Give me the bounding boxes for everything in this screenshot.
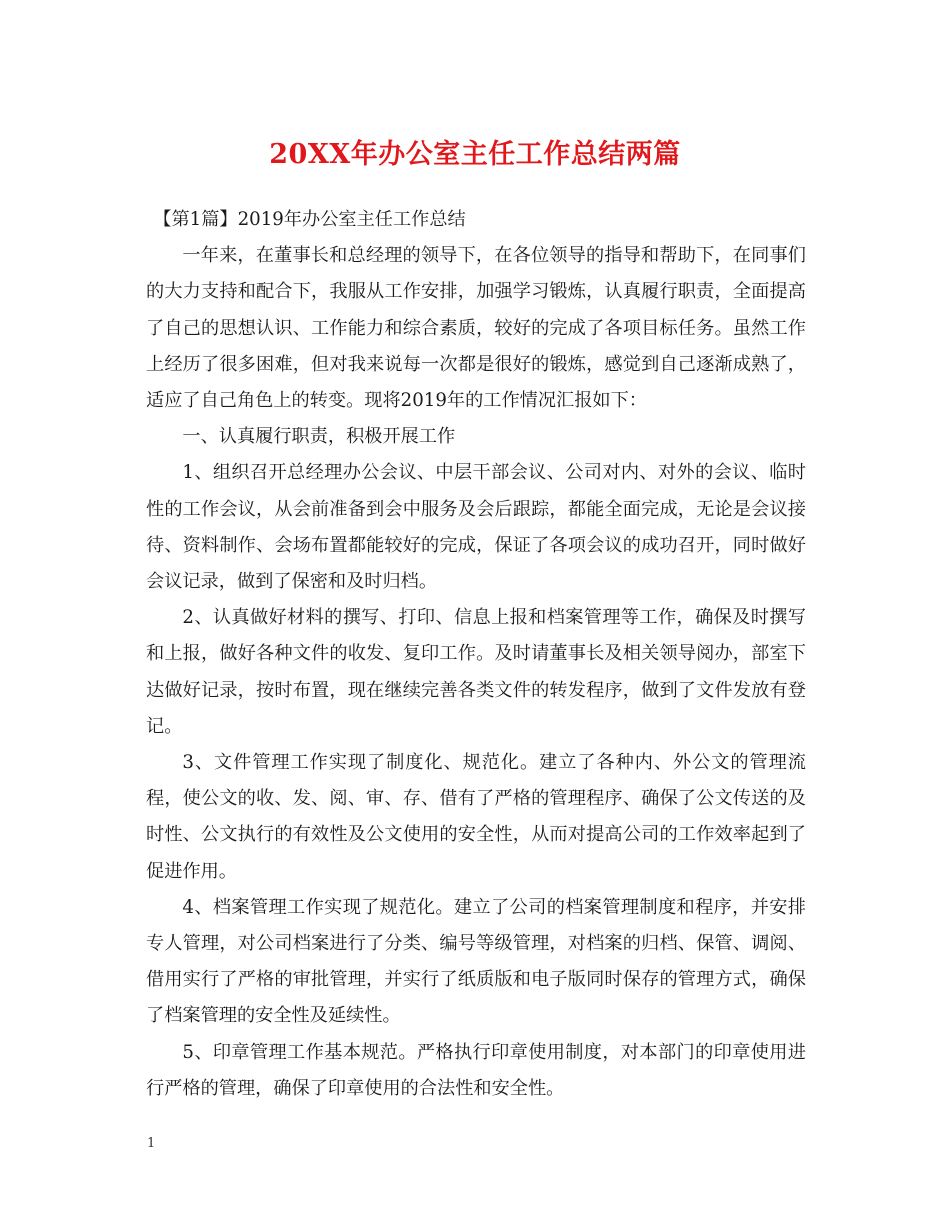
paragraph: 2、认真做好材料的撰写、打印、信息上报和档案管理等工作，确保及时撰写和上报，做好各种文件的收发、复印工作。及时请董事长及相关领导阅办，部室下达做好记录，按时布置，现在继续完善各类文件的转发程序，做到了文件发放有登记。 (146, 607, 806, 737)
paragraph: 1、组织召开总经理办公会议、中层干部会议、公司对内、对外的会议、临时性的工作会议，从会前准备到会中服务及会后跟踪，都能全面完成，无论是会议接待、资料制作、会场布置都能较好的完成，保证了各项会议的成功召开，同时做好会议记录，做到了保密和及时归档。 (146, 462, 806, 593)
page-number: 1 (147, 1136, 156, 1151)
paragraph: 一年来，在董事长和总经理的领导下，在各位领导的指导和帮助下，在同事们的大力支持和配合下，我服从工作安排，加强学习锻炼，认真履行职责，全面提高了自己的思想认识、工作能力和综合素质，较好的完成了各项目标任务。虽然工作上经历了很多困难，但对我来说每一次都是很好的锻炼，感觉到自己逐渐成熟了，适应了自己角色上的转变。现将2019年的工作情况汇报如下： (146, 245, 806, 412)
document-body (146, 202, 806, 1107)
paragraph: 5、印章管理工作基本规范。严格执行印章使用制度，对本部门的印章使用进行严格的管理，确保了印章使用的合法性和安全性。 (146, 1041, 806, 1099)
section-heading: 【第1篇】2019年办公室主任工作总结 (153, 209, 466, 230)
paragraph: 3、文件管理工作实现了制度化、规范化。建立了各种内、外公文的管理流程，使公文的收、发、阅、审、存、借有了严格的管理程序、确保了公文传送的及时性、公文执行的有效性及公文使用的安全性，从而对提高公司的工作效率起到了促进作用。 (146, 752, 806, 882)
subsection-heading: 一、认真履行职责，积极开展工作 (182, 426, 456, 448)
document-title: 20XX年办公室主任工作总结两篇 (269, 139, 681, 170)
paragraph: 4、档案管理工作实现了规范化。建立了公司的档案管理制度和程序，并安排专人管理，对公司档案进行了分类、编号等级管理，对档案的归档、保管、调阅、借用实行了严格的审批管理，并实行了纸质版和电子版同时保存的管理方式，确保了档案管理的安全性及延续性。 (146, 896, 806, 1027)
